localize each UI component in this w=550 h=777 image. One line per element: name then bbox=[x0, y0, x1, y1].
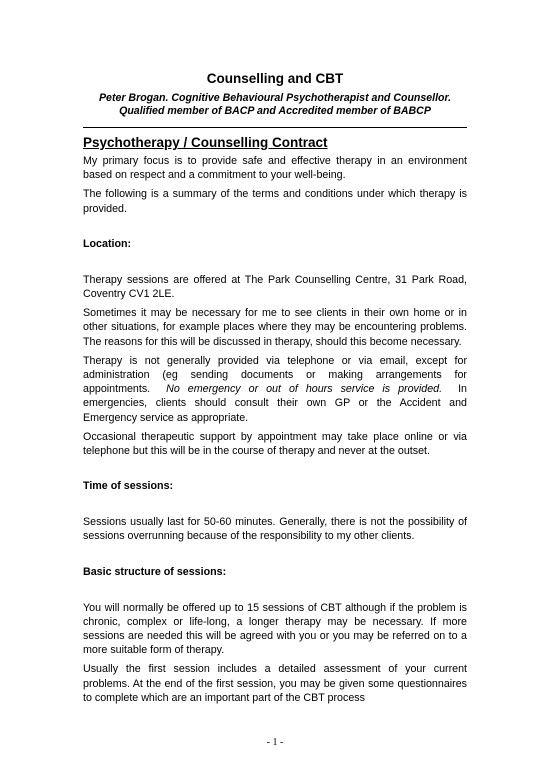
location-p3-end: In emergencies, clients should consult their own GP or the Accident and Emergency service as appropriate. bbox=[83, 383, 467, 424]
location-p3-start: Therapy is not generally provided via telephone or via email, except for administration (eg sending documents or making arrangements for appointments. bbox=[83, 354, 467, 396]
page-number: - 1 - bbox=[266, 737, 284, 748]
time-paragraph-1: Sessions usually last for 50-60 minutes. Generally, there is not the possibility of sessions overrunning because of the responsibility to my other clients. bbox=[83, 516, 467, 543]
location-paragraph-1: Therapy sessions are offered at The Park Counselling Centre, 31 Park Road, Coventry CV1 2LE. bbox=[83, 273, 467, 301]
spacer bbox=[83, 493, 467, 515]
intro-paragraph-1: My primary focus is to provide safe and effective therapy in an environment based on respect and a commitment to your well-being. bbox=[83, 155, 467, 182]
spacer bbox=[83, 221, 467, 237]
spacer bbox=[83, 251, 467, 273]
structure-paragraph-1: You will normally be offered up to 15 sessions of CBT although if the problem is chronic, complex or life-long, a longer therapy may be necessary. If more sessions are needed this will be agreed with you or you may be referred on to a more suitable form of therapy. bbox=[83, 601, 467, 657]
spacer bbox=[83, 579, 467, 601]
header-divider bbox=[83, 127, 467, 128]
location-paragraph-3 bbox=[83, 354, 467, 425]
location-paragraph-4: Occasional therapeutic support by appointment may take place online or via telephone but this will be in the course of therapy and never at the outset. bbox=[83, 430, 467, 458]
location-p3-italic: No emergency or out of hours service is provided. bbox=[166, 383, 443, 396]
subtitle-line-1: Peter Brogan. Cognitive Behavioural Psychotherapist and Counsellor. bbox=[98, 92, 452, 104]
spacer bbox=[83, 463, 467, 479]
subtitle-line-2: Qualified member of BACP and Accredited member of BABCP bbox=[119, 105, 431, 117]
intro-paragraph-2: The following is a summary of the terms and conditions under which therapy is provided. bbox=[83, 188, 467, 215]
location-heading: Location: bbox=[83, 237, 132, 250]
spacer bbox=[83, 549, 467, 565]
structure-heading: Basic structure of sessions: bbox=[83, 565, 227, 578]
document-title: Counselling and CBT bbox=[206, 71, 344, 86]
section-title: Psychotherapy / Counselling Contract bbox=[83, 135, 328, 150]
location-paragraph-2: Sometimes it may be necessary for me to see clients in their own home or in other situations, for example places where they may be encountering problems. The reasons for this will be discussed in therapy, should this become necessary. bbox=[83, 307, 467, 348]
page-content bbox=[83, 71, 467, 710]
structure-paragraph-2: Usually the first session includes a detailed assessment of your current problems. At the end of the first session, you may be given some questionnaires to complete which are an important part of the CBT process bbox=[83, 663, 467, 704]
time-heading: Time of sessions: bbox=[83, 480, 174, 493]
